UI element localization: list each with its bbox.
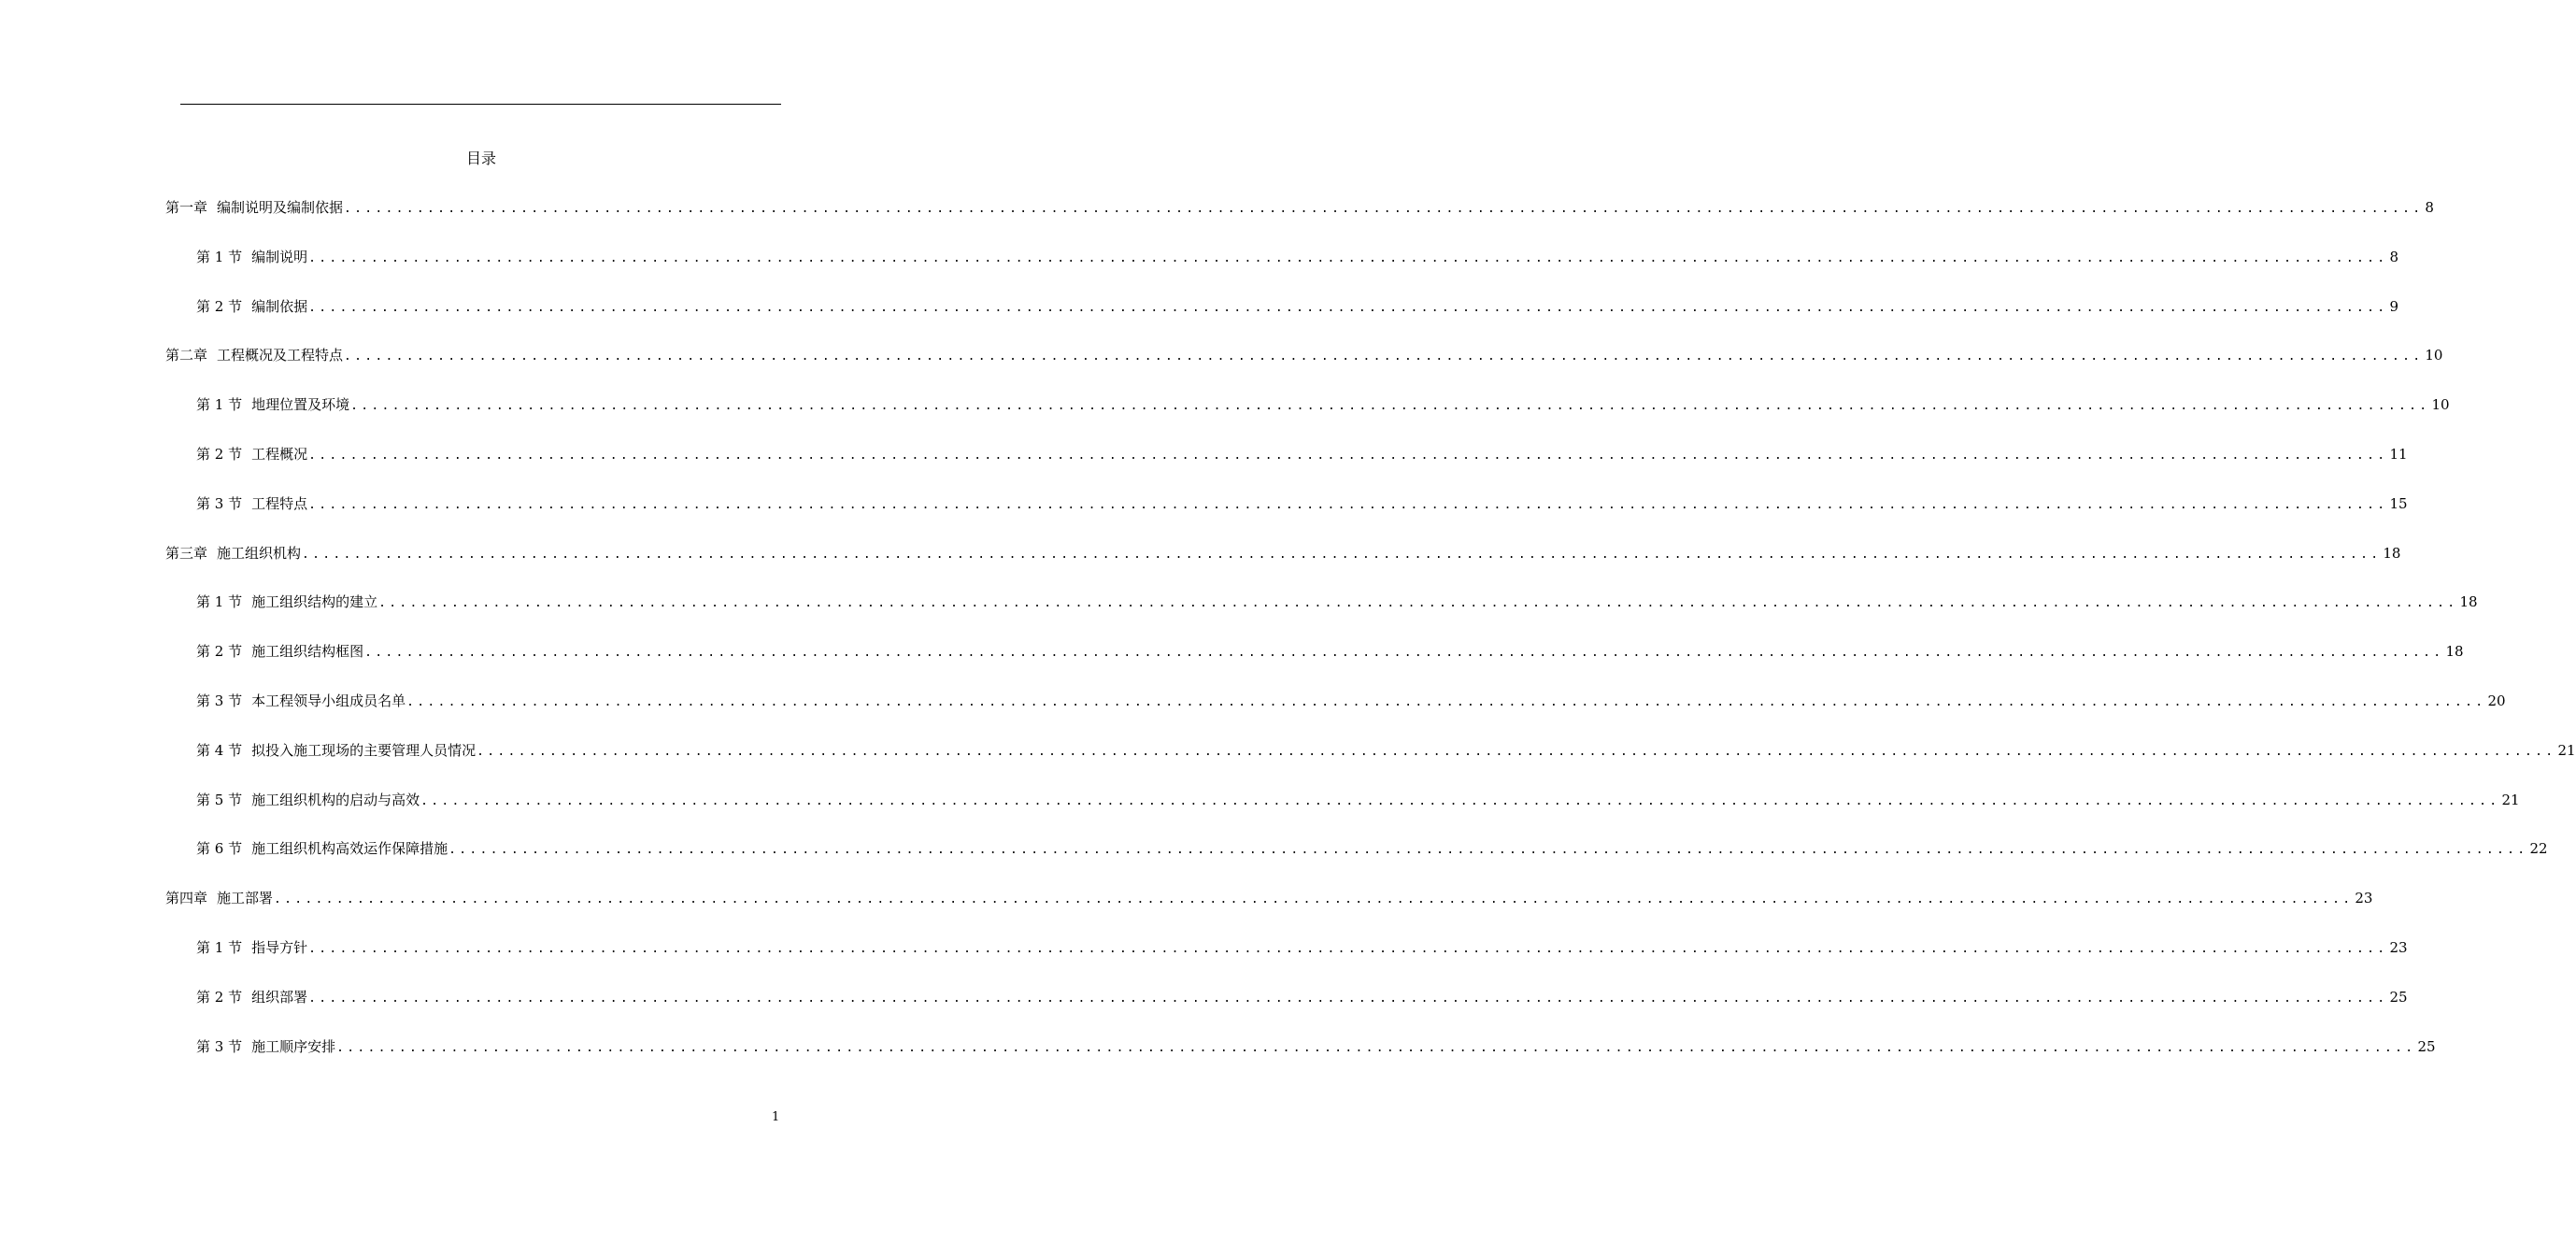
toc-entry-label xyxy=(196,836,448,861)
toc-chapter-entry[interactable] xyxy=(165,886,2373,910)
toc-entry-label xyxy=(196,788,420,812)
toc-entry-label xyxy=(196,590,377,614)
toc-entry-number: 第三章 xyxy=(165,544,208,562)
toc-section-entry[interactable] xyxy=(196,985,2408,1009)
dot-leader: ........................................................................................................................................................................................................ xyxy=(364,646,2444,661)
dot-leader: ........................................................................................................................................................................................................ xyxy=(378,596,2458,611)
toc-chapter-entry[interactable] xyxy=(165,541,2401,565)
toc-entry-text: 施工部署 xyxy=(217,890,274,907)
dot-leader: ........................................................................................................................................................................................................ xyxy=(406,695,2486,709)
toc-entry-page: 23 xyxy=(2389,939,2408,956)
toc-entry-label xyxy=(196,492,307,516)
toc-entry-page: 8 xyxy=(2425,199,2434,216)
toc-entry-text: 本工程领导小组成员名单 xyxy=(251,692,406,709)
toc-section-entry[interactable] xyxy=(196,836,2548,861)
toc-entry-number: 第 1 节 xyxy=(196,939,243,956)
toc-entry-number: 第 2 节 xyxy=(196,446,243,463)
toc-section-entry[interactable] xyxy=(196,788,2520,812)
toc-entry-page: 10 xyxy=(2425,347,2443,364)
toc-entry-page: 8 xyxy=(2389,248,2398,265)
dot-leader: ........................................................................................................................................................................................................ xyxy=(448,843,2528,858)
toc-entry-text: 施工组织结构框图 xyxy=(251,643,364,661)
toc-entry-page: 9 xyxy=(2389,297,2398,315)
toc-entry-text: 地理位置及环境 xyxy=(251,396,350,414)
toc-entry-number: 第 4 节 xyxy=(196,741,243,759)
dot-leader: ........................................................................................................................................................................................................ xyxy=(477,744,2556,759)
toc-entry-page: 18 xyxy=(2445,643,2464,661)
toc-entry-text: 工程概况 xyxy=(251,446,308,463)
toc-entry-number: 第 2 节 xyxy=(196,988,243,1006)
toc-entry-number: 第一章 xyxy=(165,199,208,216)
toc-entry-label xyxy=(165,343,343,367)
dot-leader: ........................................................................................................................................................................................................ xyxy=(274,892,2354,907)
toc-entry-page: 18 xyxy=(2383,544,2401,562)
toc-section-entry[interactable] xyxy=(196,1035,2436,1059)
toc-entry-page: 10 xyxy=(2431,396,2450,414)
toc-entry-text: 编制依据 xyxy=(251,297,308,315)
toc-entry-label xyxy=(165,541,301,565)
toc-entry-label xyxy=(196,442,307,466)
dot-leader: ........................................................................................................................................................................................................ xyxy=(344,350,2424,364)
page-number: 1 xyxy=(772,1110,780,1124)
toc-entry-number: 第二章 xyxy=(165,347,208,364)
toc-entry-label xyxy=(196,392,349,417)
dot-leader: ........................................................................................................................................................................................................ xyxy=(420,793,2500,808)
toc-section-entry[interactable] xyxy=(196,689,2506,713)
toc-entry-number: 第 1 节 xyxy=(196,593,243,611)
toc-entry-text: 施工顺序安排 xyxy=(251,1037,336,1055)
toc-entry-page: 11 xyxy=(2389,446,2408,463)
toc-entry-label xyxy=(196,738,476,763)
toc-entry-number: 第 2 节 xyxy=(196,643,243,661)
dot-leader: ........................................................................................................................................................................................................ xyxy=(344,202,2424,216)
toc-entry-label xyxy=(196,639,363,664)
toc-entry-text: 施工组织机构 xyxy=(217,544,302,562)
toc-entry-text: 指导方针 xyxy=(251,939,308,956)
toc-entry-page: 25 xyxy=(2389,988,2408,1006)
toc-entry-page: 18 xyxy=(2459,593,2478,611)
toc-entry-number: 第 1 节 xyxy=(196,396,243,414)
toc-entry-number: 第四章 xyxy=(165,890,208,907)
toc-entry-text: 工程特点 xyxy=(251,494,308,512)
toc-entry-text: 施工组织机构的启动与高效 xyxy=(251,791,420,808)
toc-section-entry[interactable] xyxy=(196,935,2408,960)
toc-entry-label xyxy=(165,886,273,910)
dot-leader: ........................................................................................................................................................................................................ xyxy=(308,942,2388,956)
toc-entry-page: 21 xyxy=(2501,791,2520,808)
toc-entry-page: 15 xyxy=(2389,494,2408,512)
toc-entry-text: 施工组织机构高效运作保障措施 xyxy=(251,840,448,858)
toc-entry-page: 21 xyxy=(2557,741,2576,759)
toc-entry-label xyxy=(196,245,307,269)
toc-entry-number: 第 6 节 xyxy=(196,840,243,858)
dot-leader: ........................................................................................................................................................................................................ xyxy=(308,300,2388,315)
toc-entry-number: 第 3 节 xyxy=(196,692,243,709)
toc-section-entry[interactable] xyxy=(196,245,2398,269)
toc-title: 目录 xyxy=(465,150,496,167)
dot-leader: ........................................................................................................................................................................................................ xyxy=(302,547,2382,562)
toc-section-entry[interactable] xyxy=(196,492,2408,516)
toc-section-entry[interactable] xyxy=(196,590,2478,614)
toc-section-entry[interactable] xyxy=(196,738,2576,763)
toc-section-entry[interactable] xyxy=(196,442,2408,466)
toc-entry-label xyxy=(165,195,343,220)
toc-entry-number: 第 3 节 xyxy=(196,1037,243,1055)
toc-entry-number: 第 5 节 xyxy=(196,791,243,808)
toc-entry-number: 第 2 节 xyxy=(196,297,243,315)
toc-section-entry[interactable] xyxy=(196,392,2450,417)
toc-entry-label xyxy=(196,935,307,960)
toc-entry-text: 拟投入施工现场的主要管理人员情况 xyxy=(251,741,477,759)
toc-entry-page: 22 xyxy=(2529,840,2548,858)
toc-entry-page: 25 xyxy=(2417,1037,2436,1055)
dot-leader: ........................................................................................................................................................................................................ xyxy=(308,991,2388,1006)
dot-leader: ........................................................................................................................................................................................................ xyxy=(308,250,2388,265)
toc-entry-number: 第 1 节 xyxy=(196,248,243,265)
toc-entry-label xyxy=(196,1035,335,1059)
toc-entry-number: 第 3 节 xyxy=(196,494,243,512)
toc-entry-text: 组织部署 xyxy=(251,988,308,1006)
dot-leader: ........................................................................................................................................................................................................ xyxy=(308,449,2388,463)
toc-chapter-entry[interactable] xyxy=(165,195,2434,220)
dot-leader: ........................................................................................................................................................................................................ xyxy=(308,497,2388,512)
header-rule xyxy=(180,104,781,105)
toc-entry-text: 编制说明 xyxy=(251,248,308,265)
dot-leader: ........................................................................................................................................................................................................ xyxy=(336,1040,2416,1055)
toc-section-entry[interactable] xyxy=(196,639,2464,664)
toc-entry-text: 编制说明及编制依据 xyxy=(217,199,344,216)
toc-entry-text: 施工组织结构的建立 xyxy=(251,593,378,611)
toc-entry-label xyxy=(196,294,307,319)
toc-section-entry[interactable] xyxy=(196,294,2398,319)
toc-entry-text: 工程概况及工程特点 xyxy=(217,347,344,364)
toc-entry-page: 23 xyxy=(2355,890,2373,907)
dot-leader: ........................................................................................................................................................................................................ xyxy=(350,399,2430,414)
toc-entry-label xyxy=(196,985,307,1009)
toc-chapter-entry[interactable] xyxy=(165,343,2443,367)
toc-entry-page: 20 xyxy=(2487,692,2506,709)
toc-entry-label xyxy=(196,689,406,713)
